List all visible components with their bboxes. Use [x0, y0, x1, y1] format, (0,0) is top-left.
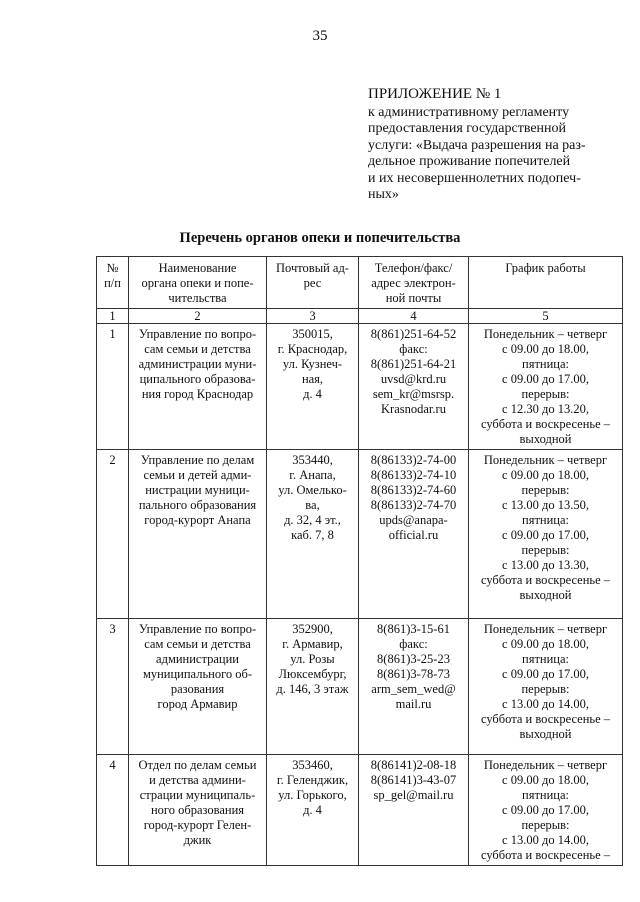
document-title: Перечень органов опеки и попечительства [179, 230, 461, 246]
row-number: 4 [97, 755, 129, 866]
agency-name-cell: Управление по вопро- сам семьи и детства администрации муниципального об- разования город Армавир [129, 619, 267, 755]
row-number: 3 [97, 619, 129, 755]
header-schedule: График работы [469, 257, 623, 309]
table-row [97, 450, 623, 619]
header-number: № п/п [97, 257, 129, 309]
contacts-cell: 8(86133)2-74-00 8(86133)2-74-10 8(86133)2-74-60 8(86133)2-74-70 upds@anapa- official.ru [359, 450, 469, 619]
appendix-line: и их несовершеннолетних подопеч- [368, 170, 581, 186]
column-number: 4 [359, 309, 469, 324]
column-number: 2 [129, 309, 267, 324]
appendix-line: услуги: «Выдача разрешения на раз- [368, 137, 586, 153]
table-row [97, 324, 623, 450]
address-cell: 350015, г. Краснодар, ул. Кузнеч- ная, д. 4 [267, 324, 359, 450]
address-cell: 352900, г. Армавир, ул. Розы Люксембург, д. 146, 3 этаж [267, 619, 359, 755]
contacts-cell: 8(86141)2-08-18 8(86141)3-43-07 sp_gel@mail.ru [359, 755, 469, 866]
address-cell: 353440, г. Анапа, ул. Омелько- ва, д. 32, 4 эт., каб. 7, 8 [267, 450, 359, 619]
appendix-line: к административному регламенту [368, 104, 570, 120]
agency-name-cell: Управление по делам семьи и детей адми- нистрации муници- пального образования город-курорт Анапа [129, 450, 267, 619]
column-number: 1 [97, 309, 129, 324]
appendix-block [368, 86, 630, 204]
header-address: Почтовый ад- рес [267, 257, 359, 309]
column-number-row [97, 309, 623, 324]
schedule-cell: Понедельник – четверг с 09.00 до 18.00, пятница: с 09.00 до 17.00, перерыв: с 13.00 до 14.00, суббота и воскресенье – выходной [469, 619, 623, 755]
table-header-row [97, 257, 623, 309]
agency-name-cell: Управление по вопро- сам семьи и детства администрации муни- ципального образова- ния город Краснодар [129, 324, 267, 450]
schedule-cell: Понедельник – четверг с 09.00 до 18.00, перерыв: с 13.00 до 13.50, пятница: с 09.00 до 17.00, перерыв: с 13.00 до 13.30, суббота и воскресенье – выходной [469, 450, 623, 619]
contacts-cell: 8(861)251-64-52 факс: 8(861)251-64-21 uvsd@krd.ru sem_kr@msrsp. Krasnodar.ru [359, 324, 469, 450]
guardianship-table [96, 256, 623, 866]
appendix-heading: ПРИЛОЖЕНИЕ № 1 [368, 86, 502, 102]
header-name: Наименование органа опеки и попе- чительства [129, 257, 267, 309]
appendix-line: ных» [368, 187, 399, 202]
page-number: 35 [312, 28, 328, 44]
table-row [97, 755, 623, 866]
appendix-line: предоставления государственной [368, 121, 567, 136]
column-number: 3 [267, 309, 359, 324]
column-number: 5 [469, 309, 623, 324]
table-row [97, 619, 623, 755]
agency-name-cell: Отдел по делам семьи и детства админи- страции муниципаль- ного образования город-курорт Гелен- джик [129, 755, 267, 866]
header-contacts: Телефон/факс/ адрес электрон- ной почты [359, 257, 469, 309]
row-number: 1 [97, 324, 129, 450]
appendix-line: дельное проживание попечителей [368, 154, 571, 169]
contacts-cell: 8(861)3-15-61 факс: 8(861)3-25-23 8(861)3-78-73 arm_sem_wed@ mail.ru [359, 619, 469, 755]
schedule-cell: Понедельник – четверг с 09.00 до 18.00, пятница: с 09.00 до 17.00, перерыв: с 13.00 до 14.00, суббота и воскресенье – [469, 755, 623, 866]
schedule-cell: Понедельник – четверг с 09.00 до 18.00, пятница: с 09.00 до 17.00, перерыв: с 12.30 до 13.20, суббота и воскресенье – выходной [469, 324, 623, 450]
address-cell: 353460, г. Геленджик, ул. Горького, д. 4 [267, 755, 359, 866]
row-number: 2 [97, 450, 129, 619]
